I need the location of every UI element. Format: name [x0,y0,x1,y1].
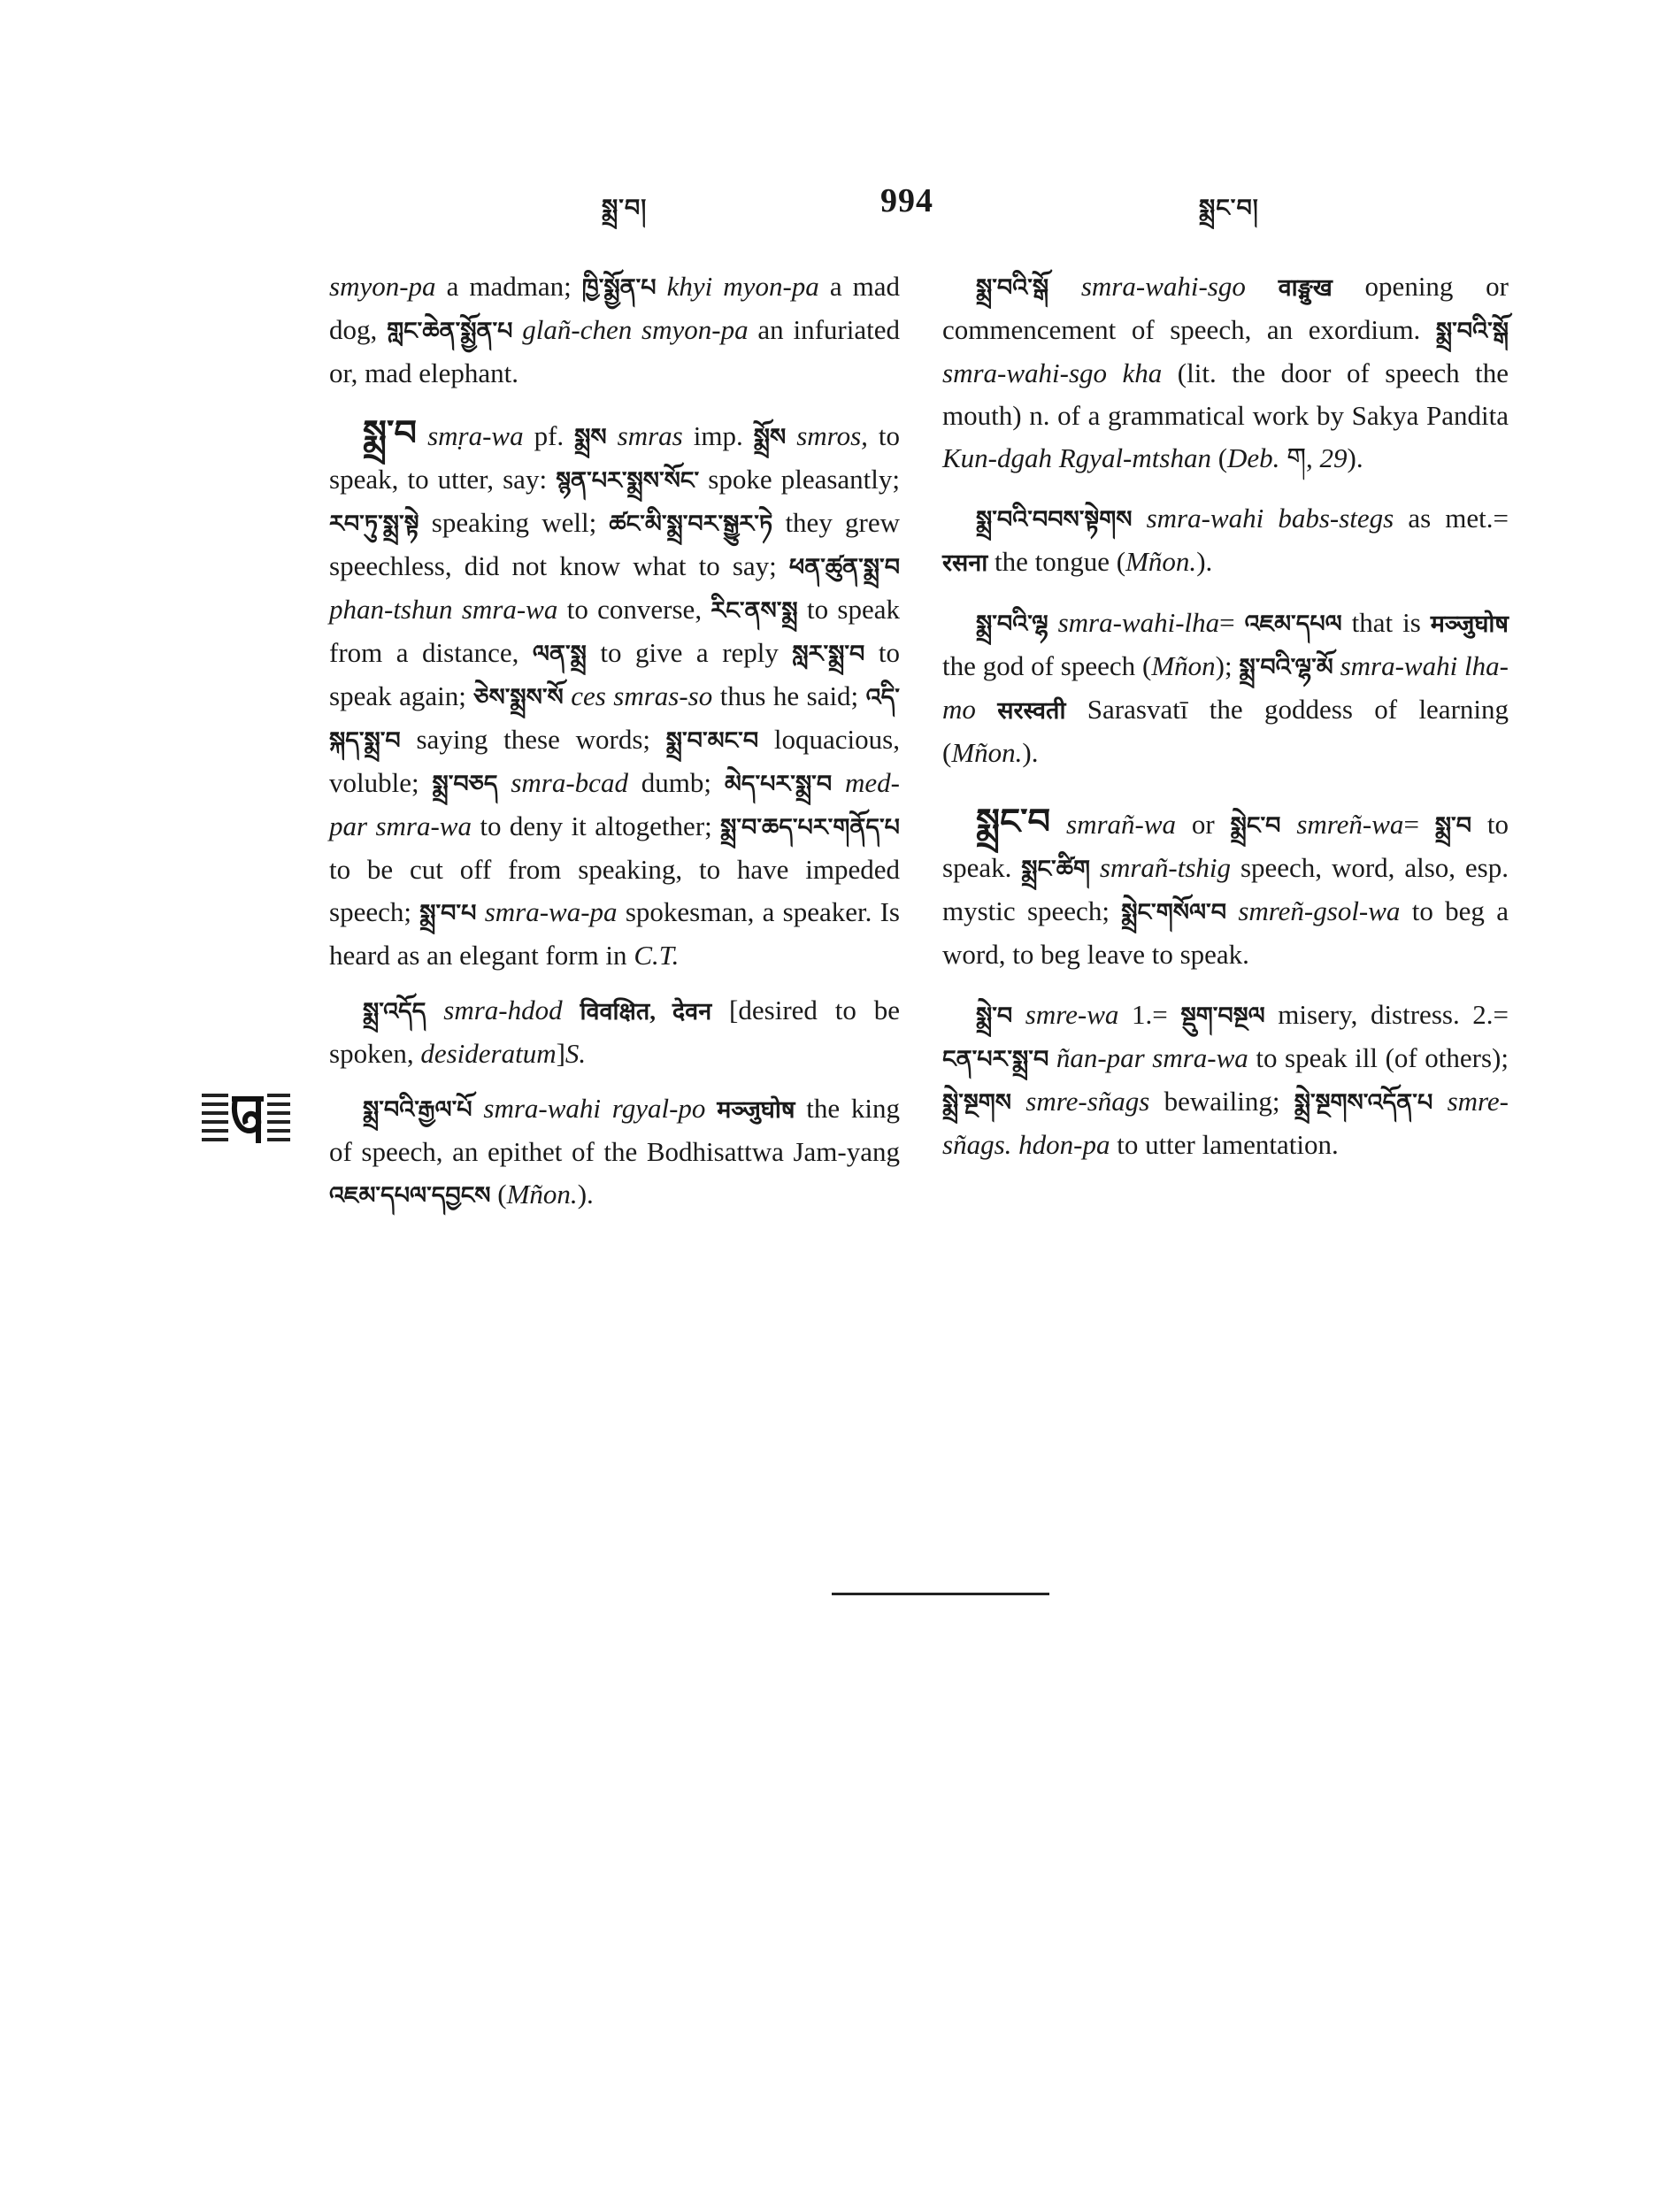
transliteration: smrañ-tshig [1099,852,1232,883]
tibetan-text: སྡུག་བསྔལ [1180,1002,1265,1029]
definition-text: ). [1196,546,1213,577]
entry-smran-wa [942,801,1509,976]
transliteration: smra-wahi-sgo [1080,271,1246,302]
transliteration: smros, [796,420,868,451]
definition-text: that is [1341,607,1431,638]
page-number: 994 [880,182,933,219]
tibetan-text: སྨྲེང་བ [1230,812,1281,839]
transliteration: smra-wahi-sgo kha [942,357,1163,388]
transliteration: smra-wahi-lha [1057,607,1220,638]
tibetan-text: ངན་པར་སྨྲ་བ [942,1046,1049,1072]
tibetan-text: སྨྲ་བའི་བབས་སྟེགས [976,506,1133,533]
definition-text: pf. [523,420,575,451]
tibetan-text: སྨྲ་འདོད [363,998,426,1025]
running-head-right: སྨྲང་བ། [1199,195,1259,221]
running-head-left: སྨྲ་བ། [602,195,648,221]
entry-smra-wahi-rgyal-po [329,1087,900,1217]
tibetan-text: སྨྲ་བ [1434,812,1472,839]
definition-text: spoke pleasantly; [699,464,900,495]
definition-text: ( [1210,442,1228,473]
definition-text: a madman; [435,271,582,302]
transliteration: smra-wahi lha-mo [942,650,1509,725]
source-abbreviation: Mñon. [1125,546,1197,577]
transliteration: smrañ-wa [1066,809,1177,840]
space [607,420,618,451]
tibetan-text: སྨྲེ་སྔགས [942,1089,1012,1116]
tibetan-text: ཚང་མི་སྨྲ་བར་སྒྱུར་ཏེ [609,511,773,537]
definition-text: to beg a word, to beg leave to speak. [942,895,1509,970]
space [564,680,571,711]
definition-text: thus he said; [712,680,866,711]
entry-smra-wa [329,412,900,977]
definition-text: to speak from a distance, [329,594,901,668]
sanskrit-text: सरस्वती [997,697,1066,724]
tibetan-text: སྨྲང་ཚིག [1021,856,1090,882]
source-abbreviation: S. [565,1038,587,1069]
author-name: Kun-dgah Rgyal-mtshan [942,442,1211,473]
definition-text: spokesman, a speaker. Is heard as an elegant form in [329,896,900,971]
definition-text: the tongue ( [987,546,1126,577]
space [1048,607,1058,638]
space [1246,271,1279,302]
entry-smra-wahi-babs-stegs [942,497,1509,584]
transliteration: smreñ-wa [1296,809,1404,840]
sanskrit-text: विवक्षित, देवन [580,998,712,1025]
right-column [942,265,1509,1179]
definition-text: to speak ill (of others); [1248,1042,1509,1073]
end-rule-divider [832,1593,1049,1595]
transliteration: khyi myon-pa [666,271,819,302]
definition-text: ). [1347,442,1363,473]
entry-smra-hdod [329,989,900,1075]
reference-number: 29 [1319,442,1348,473]
definition-text: speech, word, also, esp. mystic speech; [942,852,1509,926]
definition-text: to deny it altogether; [471,810,721,841]
definition-text: the god of speech ( [942,650,1152,681]
transliteration: smra-wahi babs-stegs [1146,503,1394,534]
entry-smyon-pa [329,265,900,395]
space [476,896,484,927]
transliteration: ces smras-so [571,680,713,711]
space [1090,852,1100,883]
definition-text: bewailing; [1149,1086,1294,1117]
space [1432,1086,1447,1117]
definition-text: imp. [682,420,754,451]
definition-text: to speak, to utter, say: [329,420,901,495]
space [563,995,580,1025]
definition-text: to converse, [557,594,711,625]
tibetan-text: སྙན་པར་སྨྲས་སོང་ [556,467,700,494]
tibetan-text: རབ་ཏུ་སྨྲ་སྟེ [329,511,419,537]
definition-text: saying these words; [400,724,666,755]
transliteration: smra-hdod [443,995,563,1025]
transliteration: glañ-chen smyon-pa [522,314,749,345]
tibetan-text: སྨྲ་བ་མང་བ [665,727,759,754]
definition-text: dumb; [627,767,725,798]
definition-text: the king of speech, an epithet of the Bodhisattwa Jam-yang [329,1093,900,1167]
space [1011,1086,1025,1117]
tibetan-text: སྨྲ་བ་པ [419,900,477,926]
space [1050,809,1066,840]
definition-text: misery, distress. 2.= [1264,999,1509,1030]
definition-text: ] [556,1038,565,1069]
definition-text: a mad dog, [329,271,900,345]
definition-text: ); [1215,650,1240,681]
definition-text: or [1176,809,1231,840]
space [786,420,796,451]
transliteration: smreñ-gsol-wa [1238,895,1401,926]
space [417,420,427,451]
definition-text: Sarasvatī the goddess of learning ( [942,694,1509,768]
tibetan-text: འཇམ་དཔལ [1244,611,1342,637]
definition-text: = [1403,809,1435,840]
transliteration: smre-sñags [1025,1086,1150,1117]
tibetan-text: ཕན་ཚུན་སྨྲ་བ [788,554,900,580]
space [1012,999,1025,1030]
definition-text: 1.= [1118,999,1181,1030]
definition-text: to speak. [942,809,1509,883]
transliteration: smyon-pa [329,271,436,302]
source-abbreviation: Mñon. [951,737,1023,768]
definition-text: (lit. the door of speech the mouth) n. of a grammatical work by Sakya Pandita [942,357,1509,431]
definition-text: [desired to be spoken, [329,995,901,1069]
headword: སྨྲང་བ [976,802,1051,841]
transliteration: phan-tshun smra-wa [329,594,558,625]
headword: སྨྲ་བ [363,413,418,453]
sanskrit-text: मञ्जुघोष [717,1096,795,1123]
entry-smre-wa [942,994,1509,1166]
tibetan-text: ལན་སྨྲ [532,641,587,667]
definition-text: an infuriated or, mad elephant. [329,314,901,388]
space [1133,503,1147,534]
space [1048,1042,1056,1073]
tibetan-text: འདི་སྐད་སྨྲ་བ [329,684,900,754]
definition-text: ག, [1279,442,1320,473]
transliteration: ñan-par smra-wa [1056,1042,1248,1073]
transliteration: smṛa-wa [427,420,524,451]
tibetan-text: རིང་ནས་སྨྲ [710,597,798,624]
space [426,995,443,1025]
tibetan-text: ཁྱི་སྨྱོན་པ [581,274,657,301]
tibetan-text: སྨྲེ་བ [976,1002,1013,1029]
definition-text: loquacious, voluble; [329,724,900,798]
tibetan-text: སྨྲ་བཅད [432,771,498,797]
definition-text: they grew speechless, did not know what to say; [329,507,900,581]
definition-text: ( [490,1179,507,1210]
space [1226,895,1238,926]
space [1048,271,1081,302]
tibetan-text: ཅེས་སྨྲས་སོ [473,684,564,710]
tibetan-text: སྨྲེང་གསོལ་བ [1121,899,1226,926]
entry-smra-wahi-sgo [942,265,1509,480]
space [1280,809,1296,840]
sanskrit-text: मञ्जुघोष [1430,611,1509,637]
definition-text: to speak again; [329,637,900,711]
tibetan-text: སྨྲ་བའི་སྒོ [1435,318,1509,344]
sanskrit-text: वाङ्मुख [1278,274,1333,301]
tibetan-text: འཇམ་དཔལ་དབྱངས [329,1182,491,1209]
space [512,314,522,345]
transliteration: smre-wa [1025,999,1119,1030]
tibetan-text: སླར་སྨྲ་བ [792,641,865,667]
tibetan-text: སྨྲ་བའི་སྒོ [976,274,1049,301]
tibetan-text: མེད་པར་སྨྲ་བ [724,771,833,797]
transliteration: med-par smra-wa [329,767,901,841]
space [497,767,511,798]
source-abbreviation: Mñon. [506,1179,578,1210]
tibetan-text: སྨྲ་བའི་རྒྱལ་པོ [363,1096,472,1123]
margin-letter-icon [200,1090,292,1148]
tibetan-text: སྨྲོས [753,424,787,450]
space [472,1093,484,1124]
transliteration: smra-bcad [511,767,628,798]
source-abbreviation: Deb. [1227,442,1280,473]
definition-text: ). [1022,737,1039,768]
definition-text: to be cut off from speaking, to have impeded speech; [329,854,900,927]
definition-text: speaking well; [419,507,610,538]
sanskrit-text: रसना [942,549,988,576]
space [705,1093,717,1124]
tibetan-text: སྨྲ་བའི་ལྷ་མོ [1239,654,1333,680]
entry-smra-wahi-lha [942,602,1509,774]
space [1333,650,1340,681]
definition-text: to utter lamentation. [1110,1129,1339,1160]
tibetan-text: གླང་ཆེན་སྨྱོན་པ [387,318,513,344]
transliteration: smras [617,420,683,451]
transliteration: smre-sñags. hdon-pa [942,1086,1509,1160]
transliteration: smra-wa-pa [484,896,618,927]
source-abbreviation: Mñon [1151,650,1216,681]
space [976,694,997,725]
abbreviation: C.T. [634,940,680,971]
tibetan-text: སྨྲས [574,424,607,450]
tibetan-text: སྨྲ་བའི་ལྷ [976,611,1048,637]
space [657,271,667,302]
left-column [329,265,900,1229]
transliteration: smra-wahi rgyal-po [483,1093,706,1124]
space [832,767,845,798]
tibetan-text: སྨྲེ་སྔགས་འདོན་པ [1294,1089,1433,1116]
definition-text: to give a reply [586,637,793,668]
definition-text: = [1219,607,1245,638]
definition-text: ). [577,1179,594,1210]
definition-text: as met.= [1394,503,1509,534]
definition-text: opening or commencement of speech, an exordium. [942,271,1509,345]
tibetan-text: སྨྲ་བ་ཆད་པར་གནོད་པ [720,814,900,841]
latin-term: desideratum [420,1038,557,1069]
